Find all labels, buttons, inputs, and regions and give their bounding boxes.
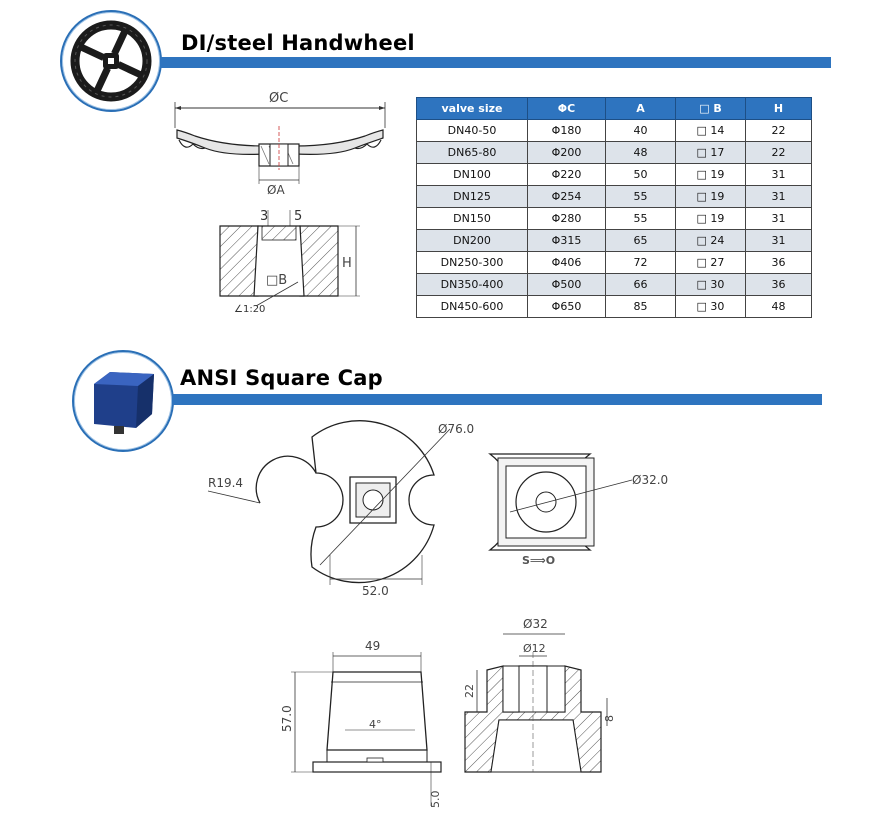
cell-valve-size: DN65-80 — [417, 142, 528, 164]
cell-a: 55 — [606, 186, 676, 208]
table-header-row — [417, 98, 812, 120]
cell-b: □ 30 — [676, 274, 746, 296]
d32-label: Ø32.0 — [632, 473, 669, 487]
cell-a: 50 — [606, 164, 676, 186]
table-row — [417, 120, 812, 142]
handwheel-photo-badge — [60, 10, 162, 112]
table-row — [417, 164, 812, 186]
section1-title: DI/steel Handwheel — [181, 31, 415, 55]
cell-valve-size: DN40-50 — [417, 120, 528, 142]
table-row — [417, 142, 812, 164]
cell-diam-c: Φ500 — [528, 274, 606, 296]
cell-diam-c: Φ254 — [528, 186, 606, 208]
table-row — [417, 230, 812, 252]
diam-c-label: ØC — [269, 91, 289, 106]
square-cap-icon — [74, 352, 172, 450]
table-row — [417, 296, 812, 318]
cap-section-view-drawing — [455, 612, 625, 782]
cell-b: □ 14 — [676, 120, 746, 142]
table-row — [417, 274, 812, 296]
header-valve-size: valve size — [417, 98, 528, 120]
cell-h: 31 — [746, 164, 812, 186]
cell-diam-c: Φ406 — [528, 252, 606, 274]
cell-h: 31 — [746, 186, 812, 208]
cell-a: 72 — [606, 252, 676, 274]
r194-label: R19.4 — [208, 476, 244, 490]
cell-a: 85 — [606, 296, 676, 318]
cell-a: 40 — [606, 120, 676, 142]
handwheel-icon — [62, 12, 160, 110]
cell-h: 31 — [746, 208, 812, 230]
h57-label: 57.0 — [280, 705, 294, 732]
cell-diam-c: Φ315 — [528, 230, 606, 252]
cell-diam-c: Φ650 — [528, 296, 606, 318]
w52-label: 52.0 — [362, 584, 389, 598]
cell-h: 31 — [746, 230, 812, 252]
cell-a: 48 — [606, 142, 676, 164]
h8-label: 8 — [603, 715, 616, 722]
cell-b: □ 17 — [676, 142, 746, 164]
cell-h: 36 — [746, 274, 812, 296]
cap-top-view-drawing — [200, 415, 475, 605]
table-row — [417, 186, 812, 208]
cap-side-view-drawing — [275, 630, 445, 810]
cell-b: □ 19 — [676, 186, 746, 208]
section2-title: ANSI Square Cap — [180, 366, 383, 390]
square-b-label: □B — [266, 273, 288, 288]
d32b-label: Ø32 — [523, 617, 548, 631]
cell-valve-size: DN200 — [417, 230, 528, 252]
cell-valve-size: DN250-300 — [417, 252, 528, 274]
cell-h: 22 — [746, 120, 812, 142]
cell-diam-c: Φ220 — [528, 164, 606, 186]
cell-a: 65 — [606, 230, 676, 252]
handwheel-spec-table — [416, 97, 812, 318]
cap-bottom-view-drawing — [470, 440, 680, 580]
cell-b: □ 19 — [676, 164, 746, 186]
hub-detail-drawing — [210, 200, 375, 316]
section1-title-bar — [160, 57, 831, 68]
cell-valve-size: DN100 — [417, 164, 528, 186]
cell-valve-size: DN350-400 — [417, 274, 528, 296]
table-row — [417, 252, 812, 274]
header-diam-c: ΦC — [528, 98, 606, 120]
cell-h: 36 — [746, 252, 812, 274]
s-to-o-label: S⟹O — [522, 554, 556, 567]
header-b: □ B — [676, 98, 746, 120]
d76-label: Ø76.0 — [438, 422, 475, 436]
t5-label: 5.0 — [429, 790, 442, 808]
height-h-label: H — [342, 256, 352, 271]
square-cap-photo-badge — [72, 350, 174, 452]
header-h: H — [746, 98, 812, 120]
diam-a-label: ØA — [267, 183, 285, 197]
cell-b: □ 30 — [676, 296, 746, 318]
cell-diam-c: Φ180 — [528, 120, 606, 142]
cell-a: 66 — [606, 274, 676, 296]
cell-h: 48 — [746, 296, 812, 318]
cell-b: □ 27 — [676, 252, 746, 274]
w49-label: 49 — [365, 639, 381, 653]
cell-h: 22 — [746, 142, 812, 164]
cell-valve-size: DN150 — [417, 208, 528, 230]
cell-diam-c: Φ280 — [528, 208, 606, 230]
cell-valve-size: DN450-600 — [417, 296, 528, 318]
taper-label: ∠1:20 — [234, 304, 266, 315]
dim-5-label: 5 — [294, 209, 303, 224]
d12-label: Ø12 — [523, 642, 546, 655]
cell-b: □ 19 — [676, 208, 746, 230]
angle4-label: 4° — [369, 718, 382, 731]
handwheel-section-drawing — [165, 88, 395, 198]
cell-diam-c: Φ200 — [528, 142, 606, 164]
table-row — [417, 208, 812, 230]
cell-valve-size: DN125 — [417, 186, 528, 208]
dim-3-label: 3 — [260, 209, 269, 224]
h22-label: 22 — [463, 684, 476, 698]
cell-b: □ 24 — [676, 230, 746, 252]
section2-title-bar — [172, 394, 822, 405]
header-a: A — [606, 98, 676, 120]
cell-a: 55 — [606, 208, 676, 230]
